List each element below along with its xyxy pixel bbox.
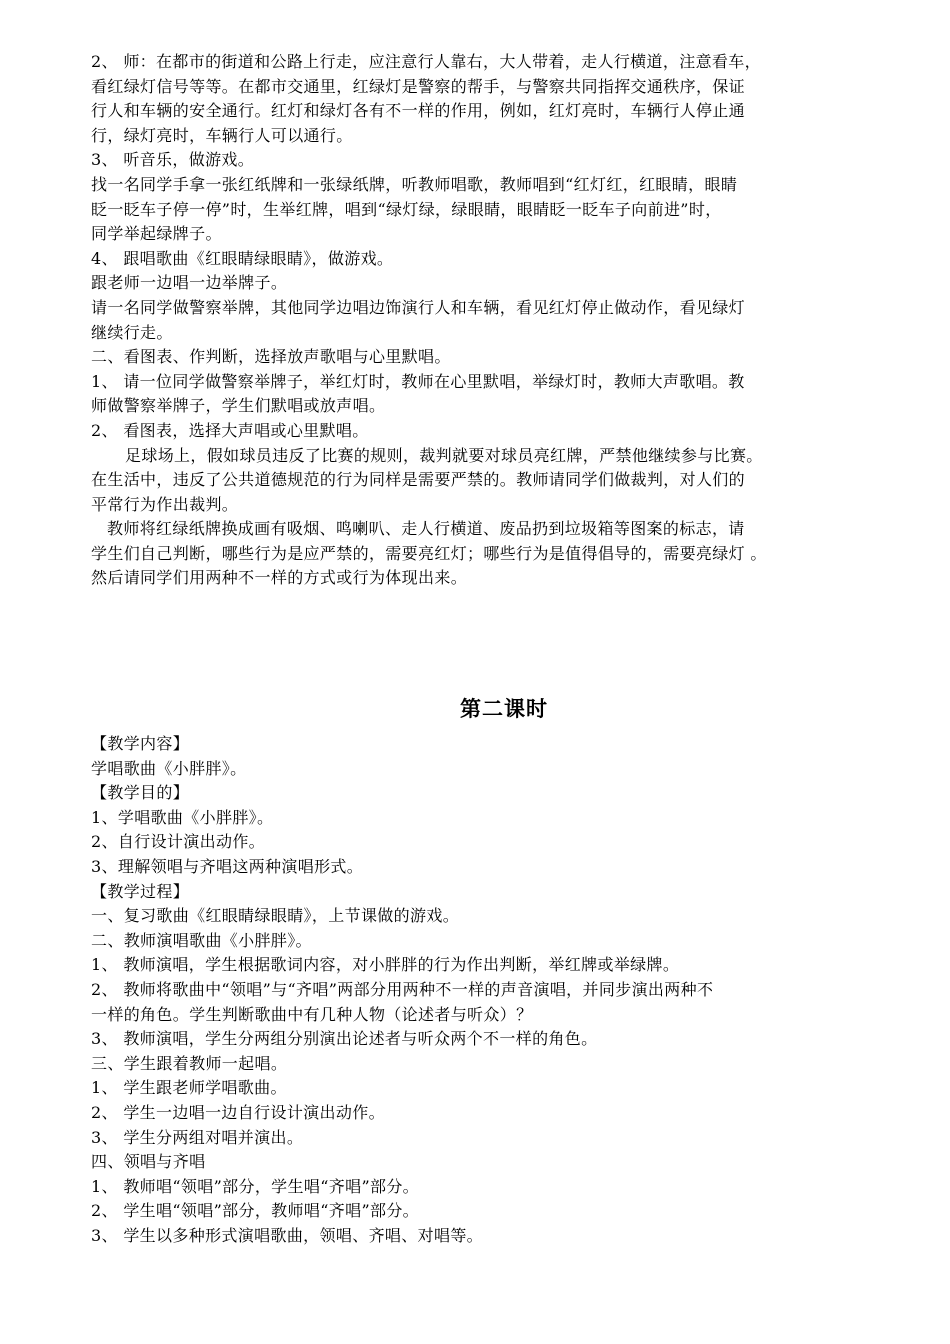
list-item: 1、 学生跟老师学唱歌曲。 [91,1078,287,1098]
list-item: 1、 教师演唱，学生根据歌词内容，对小胖胖的行为作出判断，举红牌或举绿牌。 [91,955,680,975]
step-heading: 3、 听音乐，做游戏。 [91,150,255,170]
list-item: 2、自行设计演出动作。 [91,832,266,852]
section-lesson-two [91,694,881,1248]
list-item: 2、 学生一边唱一边自行设计演出动作。 [91,1102,385,1122]
list-item: 3、 教师演唱，学生分两组分别演出论述者与听众两个不一样的角色。 [91,1029,598,1049]
paragraph-line: 继续行走。 [91,322,173,342]
paragraph-line: 师做警察举牌子，学生们默唱或放声唱。 [91,396,386,416]
indented-paragraph-line: 足球场上，假如球员违反了比赛的规则，裁判就要对球员亮红牌，严禁他继续参与比赛。 [125,445,763,465]
section-heading: 四、领唱与齐唱 [91,1152,206,1172]
section-heading: 二、看图表、作判断，选择放声歌唱与心里默唱。 [91,347,451,367]
paragraph-line: 学生们自己判断，哪些行为是应严禁的，需要亮红灯；哪些行为是值得倡导的，需要亮绿灯 。 [91,543,767,563]
list-item: 2、 学生唱“领唱”部分，教师唱“齐唱”部分。 [91,1201,420,1221]
bracket-heading: 【教学内容】 [91,734,190,754]
bracket-heading: 【教学过程】 [91,881,190,901]
paragraph-line: 一样的角色。学生判断歌曲中有几种人物（论述者与听众）？ [91,1004,533,1024]
paragraph-line: 然后请同学们用两种不一样的方式或行为体现出来。 [91,568,468,588]
paragraph-line: 看红绿灯信号等等。在都市交通里，红绿灯是警察的帮手，与警察共同指挥交通秩序，保证 [91,76,746,96]
section-heading: 二、教师演唱歌曲《小胖胖》。 [91,930,312,950]
paragraph-line: 跟老师一边唱一边举牌子。 [91,273,288,293]
paragraph-line: 请一名同学做警察举牌，其他同学边唱边饰演行人和车辆，看见红灯停止做动作，看见绿灯 [91,297,746,317]
list-item: 3、理解领唱与齐唱这两种演唱形式。 [91,857,364,877]
list-item: 3、 学生分两组对唱并演出。 [91,1127,304,1147]
page-title: 第二课时 [460,696,548,722]
paragraph-line: 行，绿灯亮时，车辆行人可以通行。 [91,125,353,145]
paragraph-line: 在生活中，违反了公共道德规范的行为同样是需要严禁的。教师请同学们做裁判，对人们的 [91,470,746,490]
paragraph-line: 找一名同学手拿一张红纸牌和一张绿纸牌，听教师唱歌，教师唱到“红灯红，红眼睛，眼睛 [91,174,738,194]
paragraph-line: 2、 师：在都市的街道和公路上行走，应注意行人靠右，大人带着，走人行横道，注意看车， [91,52,761,71]
list-item: 1、学唱歌曲《小胖胖》。 [91,807,274,827]
paragraph-line: 同学举起绿牌子。 [91,224,222,244]
list-item: 3、 学生以多种形式演唱歌曲，领唱、齐唱、对唱等。 [91,1225,484,1245]
section-spacer [91,591,881,694]
indented-paragraph-line: 教师将红绿纸牌换成画有吸烟、鸣喇叭、走人行横道、废品扔到垃圾箱等图案的标志，请 [107,519,745,539]
list-item: 2、 教师将歌曲中“领唱”与“齐唱”两部分用两种不一样的声音演唱，并同步演出两种不 [91,980,714,999]
list-item: 1、 教师唱“领唱”部分，学生唱“齐唱”部分。 [91,1176,420,1196]
paragraph-line: 平常行为作出裁判。 [91,494,239,514]
paragraph-line: 1、 请一位同学做警察举牌子，举红灯时，教师在心里默唱，举绿灯时，教师大声歌唱。教 [91,371,745,391]
document-page [91,50,881,1249]
section-heading: 三、学生跟着教师一起唱。 [91,1053,288,1073]
paragraph-line: 行人和车辆的安全通行。红灯和绿灯各有不一样的作用，例如，红灯亮时，车辆行人停止通 [91,101,746,121]
step-heading: 2、 看图表，选择大声唱或心里默唱。 [91,420,369,440]
section-heading: 一、复习歌曲《红眼睛绿眼睛》，上节课做的游戏。 [91,906,460,926]
step-heading: 4、 跟唱歌曲《红眼睛绿眼睛》，做游戏。 [91,248,394,268]
section-lesson-one-continued [91,50,881,591]
paragraph-line: 眨一眨车子停一停”时，生举红牌，唱到“绿灯绿，绿眼睛，眼睛眨一眨车子向前进”时， [91,199,722,219]
bracket-heading: 【教学目的】 [91,783,190,803]
paragraph-line: 学唱歌曲《小胖胖》。 [91,758,247,778]
